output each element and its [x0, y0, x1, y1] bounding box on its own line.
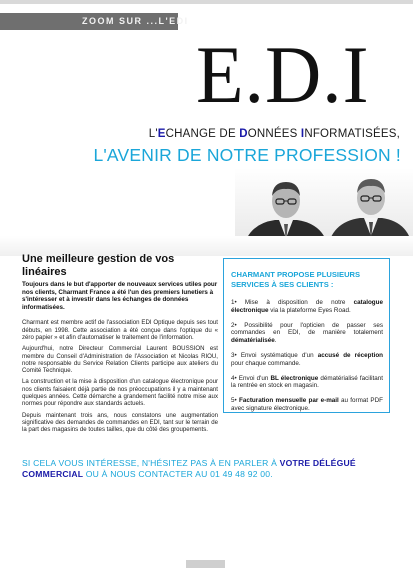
service-item-text: . — [274, 337, 277, 345]
footer-mark — [186, 560, 225, 568]
service-item — [231, 352, 383, 368]
services-title: CHARMANT PROPOSE PLUSIEURS SERVICES À SES CLIENTS : — [231, 270, 361, 289]
service-item — [231, 375, 383, 391]
services-list — [231, 299, 383, 413]
subtitle-text: NFORMATISÉES, — [304, 128, 400, 140]
subtitle-initial: E — [157, 128, 166, 140]
service-item-emphasis: accusé de réception — [317, 351, 384, 359]
contact-highlight: VOTRE DÉLÉGUÉ COMMERCIAL — [22, 458, 356, 479]
top-rule — [0, 0, 413, 4]
subtitle-initial: I — [300, 128, 305, 140]
service-item-text: 4• Envoi d'un — [231, 374, 271, 382]
article-paragraph: Charmant est membre actif de l'association EDI Optique depuis ses tout débuts, en 1998. Cette association a été conçue dans l'optique du « zéro papier » et afin d'automatiser le traitement de l'information. — [22, 319, 218, 341]
service-item-emphasis: catalogue électronique — [231, 299, 383, 314]
service-item-text: au format PDF avec signature électronique. — [231, 397, 383, 412]
subtitle-initial: D — [239, 128, 248, 140]
article-body — [22, 319, 218, 433]
article-paragraph: La construction et la mise à disposition d'un catalogue électronique pour nos clients faisaient déjà partie de nos préoccupations il y a maintenant quelques années. Cette démarche a grandement facilité notre mise aux normes pour répondre aux standards actuels. — [22, 378, 218, 408]
contact-text: SI CELA VOUS INTÉRESSE, N'HÉSITEZ PAS À EN PARLER À — [22, 458, 280, 468]
service-item-emphasis: dématérialisée — [231, 337, 275, 345]
article-column — [22, 253, 218, 438]
service-item — [231, 322, 383, 345]
page-subtitle — [149, 128, 400, 140]
service-item-text: pour chaque commande. — [231, 359, 301, 367]
page-title: E.D.I — [196, 29, 370, 120]
services-box — [223, 258, 390, 413]
article-intro: Toujours dans le but d'apporter de nouveaux services utiles pour nos clients, Charmant France a été l'un des premiers lunetiers à s'intéresser et à investir dans les échanges de données informatisées. — [22, 281, 218, 311]
article-paragraph: Depuis maintenant trois ans, nous constatons une augmentation significative des demandes de commandes en EDI, tant sur le terrain de la part des magasins de toutes tailles, que du côté des groupements. — [22, 411, 218, 434]
service-item-text: 1• Mise à disposition de notre — [231, 299, 354, 306]
article-paragraph: Aujourd'hui, notre Directeur Commercial Laurent BOUSSION est membre du Conseil d'Administration de l'Association et Nicolas RIOU, notre responsable du Service Relation Clients participe aux ateliers du Comité Technique. — [22, 345, 218, 375]
service-item — [231, 299, 383, 315]
section-label: ZOOM SUR ...L'EDI — [82, 16, 189, 26]
service-item-text: 2• Possibilité pour l'opticien de passer ses commandes en EDI, de manière totalement — [231, 321, 383, 337]
contact-callout — [22, 458, 400, 480]
service-item-emphasis: Facturation mensuelle par e-mail — [238, 397, 339, 405]
service-item-emphasis: BL électronique — [270, 374, 319, 382]
contact-text: OU À NOUS CONTACTER AU 01 49 48 92 00. — [83, 469, 273, 479]
service-item-text: dématérialisé facilitant la rentrée en stock en magasin. — [231, 374, 383, 390]
subtitle-text: L' — [148, 128, 158, 140]
service-item — [231, 397, 383, 413]
article-heading: Une meilleure gestion de vos linéaires — [22, 253, 175, 278]
subtitle-text: CHANGE DE — [165, 128, 240, 140]
service-item-text: 5• — [231, 397, 239, 405]
service-item-text: 3• Envoi systématique d'un — [231, 351, 318, 359]
page-tagline: L'AVENIR DE NOTRE PROFESSION ! — [93, 145, 401, 165]
subtitle-text: ONNÉES — [247, 128, 301, 140]
service-item-text: via la plateforme Eyes Road. — [268, 306, 351, 314]
